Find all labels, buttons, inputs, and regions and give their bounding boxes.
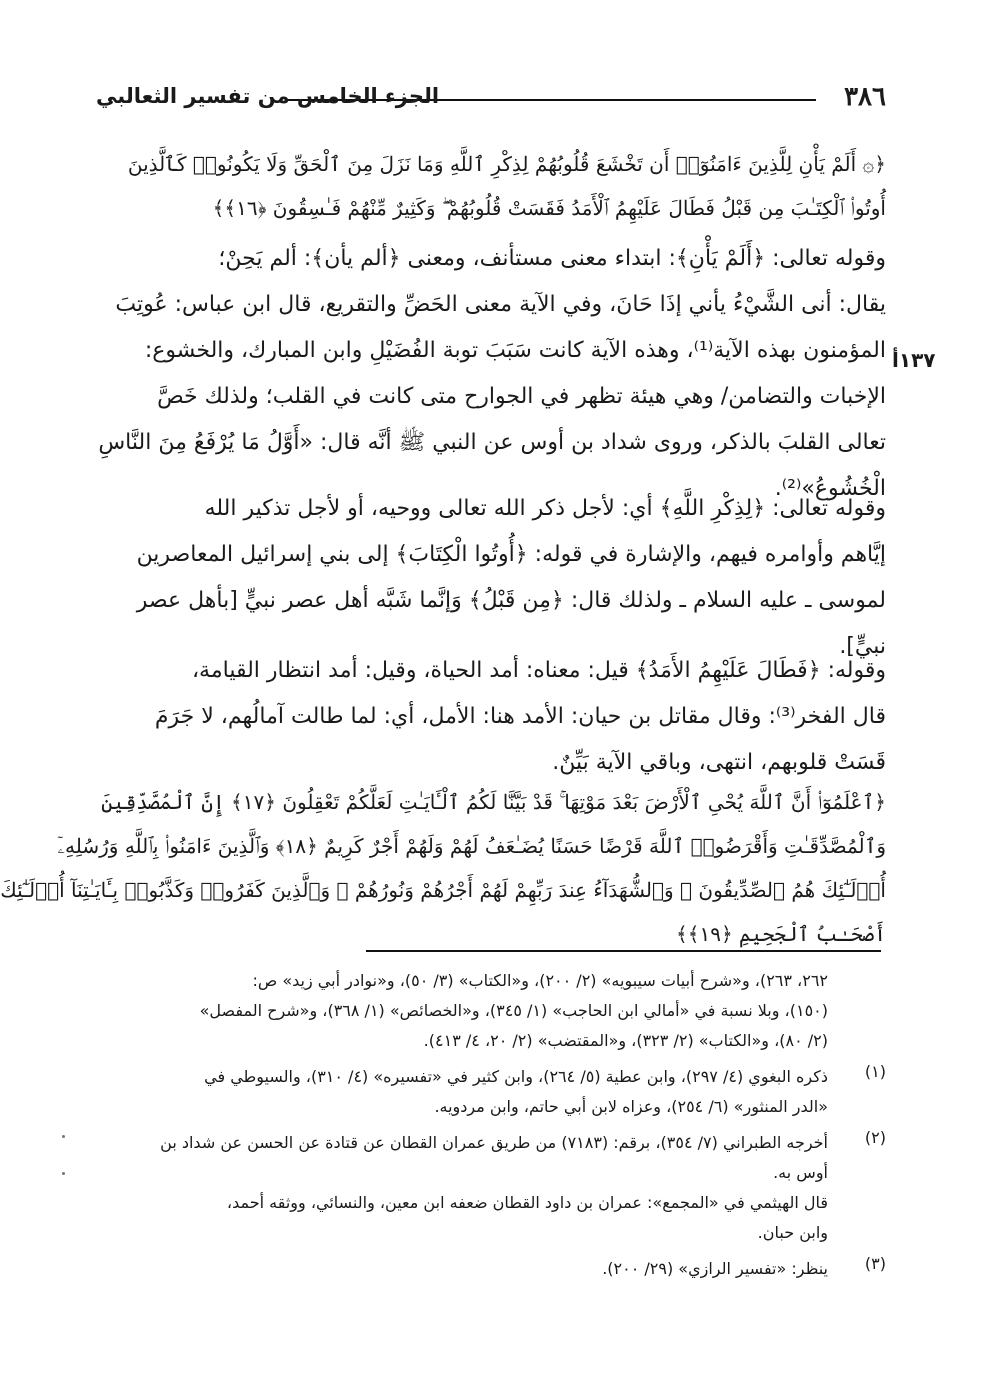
text-line: المؤمنون بهذه الآية⁽¹⁾، وهذه الآية كانت سَبَبَ توبة الفُضَيْلِ وابن المبارك، والخشوع:	[144, 338, 886, 363]
footnote-line: قال الهيثمي في «المجمع»: عمران بن داود القطان ضعفه ابن معين، والنسائي، ووثقه أحمد،	[226, 1193, 828, 1212]
footnote-line: أوس به.	[773, 1163, 828, 1182]
text-line: لموسى ـ عليه السلام ـ ولذلك قال: ﴿مِن قَبْلُ﴾ وَإنَّما شَبَّه أهل عصر نبيٍّ [بأهل عصر	[136, 588, 886, 613]
footnote-line: (١٥٠)، وبلا نسبة في «أمالي ابن الحاجب» (١/ ٣٤٥)، و«الخصائص» (١/ ٣٦٨)، و«شرح المفصل»	[199, 1001, 828, 1020]
page-header	[96, 82, 886, 116]
running-title: الجزء الخامس من تفسير الثعالبي	[96, 84, 440, 108]
footnote-1	[96, 1062, 886, 1122]
text-line: قال الفخر⁽³⁾: وقال مقاتل بن حيان: الأمد هنا: الأمل، أي: لما طالت آمالُهم، لا جَرَمَ	[154, 704, 886, 729]
text-line: وقوله تعالى: ﴿أَلَمْ يَأْنِ﴾: ابتداء معنى مستأنف، ومعنى ﴿ألم يأن﴾: ألم يَحِنْ؛	[218, 246, 886, 271]
footnote-line: «الدر المنثور» (٦/ ٢٥٤)، وعزاه لابن أبي حاتم، وابن مردويه.	[434, 1097, 828, 1116]
text-line: وقوله تعالى: ﴿لِذِكْرِ اللَّهِ﴾ أي: لأجل ذكر الله تعالى ووحيه، أو لأجل تذكير الله	[204, 496, 886, 521]
text-line: تعالى القلبَ بالذكر، وروى شداد بن أوس عن النبي ﷺ أنَّه قال: «أَوَّلُ مَا يُرْفَعُ مِنَ النَّاسِ	[98, 430, 886, 455]
commentary-paragraph-2	[96, 486, 886, 670]
scan-speck	[62, 1172, 65, 1175]
text-line: نبيٍّ].	[839, 634, 886, 659]
footnote-line: أخرجه الطبراني (٧/ ٣٥٤)، برقم: (٧١٨٣) من طريق عمران القطان عن قتادة عن الحسن عن شداد بن	[160, 1133, 828, 1152]
manuscript-folio-note: ١٣٧أ	[892, 348, 936, 372]
footnote-separator	[366, 950, 881, 952]
footnote-continuation	[96, 966, 886, 1056]
footnote-line: ٢٦٢، ٢٦٣)، و«شرح أبيات سيبويه» (٢/ ٢٠٠)، و«الكتاب» (٣/ ٥٠)، و«نوادر أبي زيد» ص:	[252, 971, 828, 990]
text-line: وقوله: ﴿فَطَالَ عَلَيْهِمُ الأَمَدُ﴾ قيل: معناه: أمد الحياة، وقيل: أمد انتظار القيامة،	[191, 658, 886, 683]
quran-line: أُوتُوا۟ ٱلْكِتَـٰبَ مِن قَبْلُ فَطَالَ عَلَيْهِمُ ٱلْأَمَدُ فَقَسَتْ قُلُوبُهُمْ ۖ وَكَثِيرٌ مِّنْهُمْ فَـٰسِقُونَ ﴿١٦﴾﴾	[212, 196, 886, 220]
footnote-line: (٢/ ٨٠)، و«الكتاب» (٢/ ٣٢٣)، و«المقتضب» (٢/ ٢٠، ٤/ ٤١٣).	[423, 1031, 828, 1050]
commentary-paragraph-1	[96, 236, 886, 512]
footnote-number: (١)	[864, 1062, 886, 1081]
text-line: الْخُشُوعُ»⁽²⁾.	[774, 476, 886, 501]
footnote-number: (٢)	[864, 1128, 886, 1147]
footnote-3	[96, 1254, 886, 1284]
text-line: قَسَتْ قلوبهم، انتهى، وباقي الآية بَيِّنٌ.	[552, 750, 886, 775]
commentary-paragraph-3	[96, 648, 886, 786]
footnote-line: وابن حبان.	[757, 1223, 828, 1242]
footnote-line: ذكره البغوي (٤/ ٢٩٧)، وابن عطية (٥/ ٢٦٤)، وابن كثير في «تفسيره» (٤/ ٣١٠)، والسيوطي في	[204, 1067, 828, 1086]
quran-line: وَٱلْمُصَّدِّقَـٰتِ وَأَقْرَضُوا۟ ٱللَّهَ قَرْضًا حَسَنًا يُضَـٰعَفُ لَهُمْ وَلَهُمْ أَجْرٌ كَرِيمٌ ﴿١٨﴾ وَٱلَّذِينَ ءَامَنُوا۟ بِٱللَّهِ وَرُسُلِهِۦٓ	[57, 834, 886, 858]
footnote-number: (٣)	[864, 1254, 886, 1273]
quran-line: أُو۟لَـٰٓئِكَ هُمُ ٱلصِّدِّيقُونَ ۖ وَٱلشُّهَدَآءُ عِندَ رَبِّهِمْ لَهُمْ أَجْرُهُمْ وَنُورُهُمْ ۖ وَٱلَّذِينَ كَفَرُوا۟ وَكَذَّبُوا۟ بِـَٔايَـٰتِنَآ أُو۟لَـٰٓئِكَ	[0, 878, 886, 902]
page-number: ٣٨٦	[844, 82, 886, 112]
quran-line: أَصْحَـٰبُ ٱلْجَحِيمِ ﴿١٩﴾﴾	[676, 922, 886, 946]
footnote-2	[96, 1128, 886, 1248]
footnote-line: ينظر: «تفسير الرازي» (٢٩/ ٢٠٠).	[602, 1259, 828, 1278]
text-line: يقال: أنى الشَّيْءُ يأني إذَا حَانَ، وفي الآية معنى الحَضِّ والتقريع، قال ابن عباس: عُوتِبَ	[115, 292, 886, 317]
verse-16-block	[96, 142, 886, 230]
footnotes-section	[96, 966, 886, 1290]
quran-line: ﴿۞ أَلَمْ يَأْنِ لِلَّذِينَ ءَامَنُوٓا۟ أَن تَخْشَعَ قُلُوبُهُمْ لِذِكْرِ ٱللَّهِ وَمَا نَزَلَ مِنَ ٱلْحَقِّ وَلَا يَكُونُوا۟ كَٱلَّذِينَ	[127, 152, 886, 176]
text-line: الإخبات والتضامن/ وهي هيئة تظهر في الجوارح متى كانت في القلب؛ ولذلك خَصَّ	[157, 384, 886, 409]
verses-17-19-block	[0, 780, 886, 956]
scan-speck	[62, 1135, 65, 1138]
quran-line: ﴿ٱعْلَمُوٓا۟ أَنَّ ٱللَّهَ يُحْىِ ٱلْأَرْضَ بَعْدَ مَوْتِهَا ۚ قَدْ بَيَّنَّا لَكُمُ ٱلْـَٔايَـٰتِ لَعَلَّكُمْ تَعْقِلُونَ ﴿١٧﴾ إِنَّ ٱلْمُصَّدِّقِينَ	[101, 790, 886, 814]
text-line: إيَّاهم وأوامره فيهم، والإشارة في قوله: ﴿أُوتُوا الْكِتَابَ﴾ إلى بني إسرائيل المعاصرين	[136, 542, 886, 567]
